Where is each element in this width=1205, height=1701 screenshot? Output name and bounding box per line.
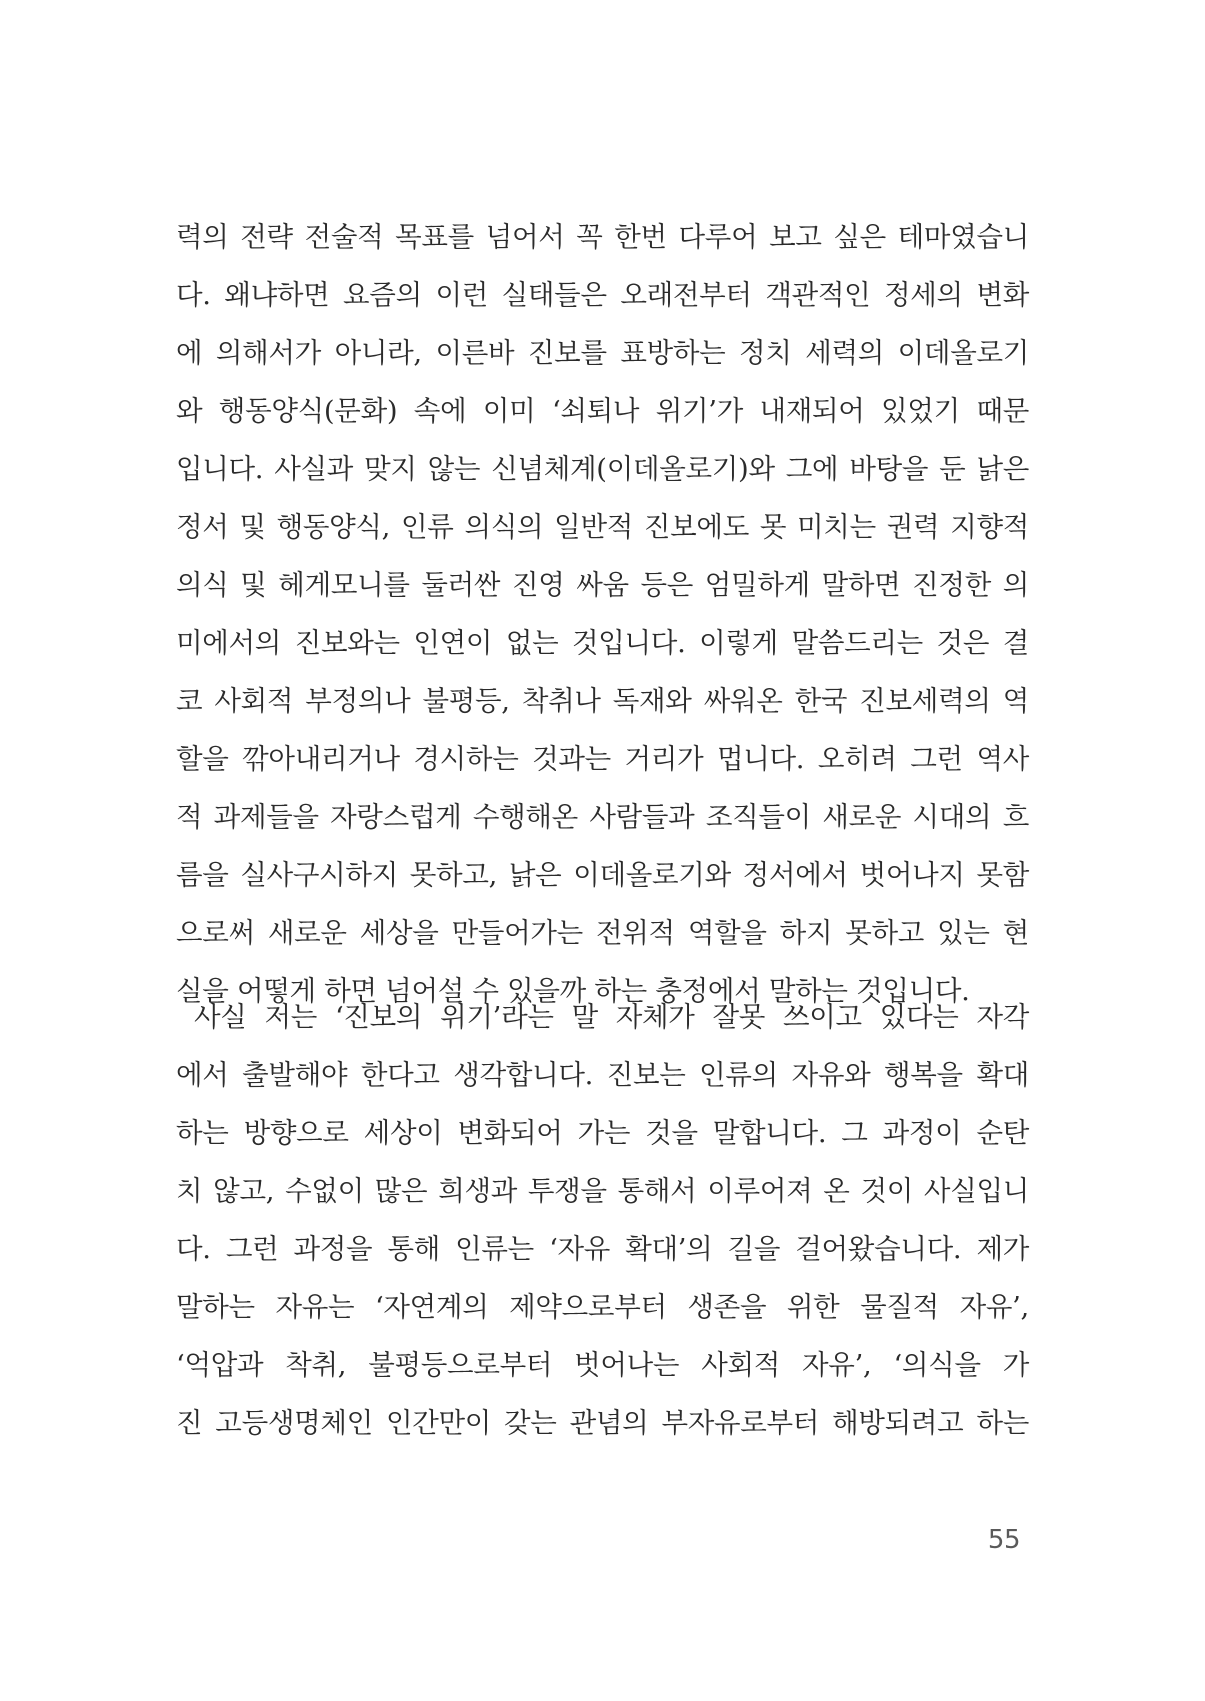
text-line: 에서 출발해야 한다고 생각합니다. 진보는 인류의 자유와 행복을 확대 bbox=[176, 1059, 1029, 1091]
text-line: 름을 실사구시하지 못하고, 낡은 이데올로기와 정서에서 벗어나지 못함 bbox=[176, 859, 1029, 891]
text-line: ‘억압과 착취, 불평등으로부터 벗어나는 사회적 자유’, ‘의식을 가 bbox=[176, 1349, 1029, 1381]
text-line: 입니다. 사실과 맞지 않는 신념체계(이데올로기)와 그에 바탕을 둔 낡은 bbox=[176, 453, 1029, 485]
text-line: 으로써 새로운 세상을 만들어가는 전위적 역할을 하지 못하고 있는 현 bbox=[176, 917, 1029, 949]
paragraph-2 bbox=[176, 988, 1029, 1452]
text-line: 사실 저는 ‘진보의 위기’라는 말 자체가 잘못 쓰이고 있다는 자각 bbox=[194, 1001, 1029, 1033]
text-line: 력의 전략 전술적 목표를 넘어서 꼭 한번 다루어 보고 싶은 테마였습니 bbox=[176, 221, 1029, 253]
text-line: 적 과제들을 자랑스럽게 수행해온 사람들과 조직들이 새로운 시대의 흐 bbox=[176, 801, 1029, 833]
text-line: 의식 및 헤게모니를 둘러싼 진영 싸움 등은 엄밀하게 말하면 진정한 의 bbox=[176, 569, 1029, 601]
text-line: 다. 왜냐하면 요즘의 이런 실태들은 오래전부터 객관적인 정세의 변화 bbox=[176, 279, 1029, 311]
paragraph-1 bbox=[176, 208, 1029, 1020]
text-line: 치 않고, 수없이 많은 희생과 투쟁을 통해서 이루어져 온 것이 사실입니 bbox=[176, 1175, 1029, 1207]
text-line: 할을 깎아내리거나 경시하는 것과는 거리가 멉니다. 오히려 그런 역사 bbox=[176, 743, 1029, 775]
text-line: 코 사회적 부정의나 불평등, 착취나 독재와 싸워온 한국 진보세력의 역 bbox=[176, 685, 1029, 717]
text-line: 다. 그런 과정을 통해 인류는 ‘자유 확대’의 길을 걸어왔습니다. 제가 bbox=[176, 1233, 1029, 1265]
text-line: 에 의해서가 아니라, 이른바 진보를 표방하는 정치 세력의 이데올로기 bbox=[176, 337, 1029, 369]
text-line: 하는 방향으로 세상이 변화되어 가는 것을 말합니다. 그 과정이 순탄 bbox=[176, 1117, 1029, 1149]
text-line: 와 행동양식(문화) 속에 이미 ‘쇠퇴나 위기’가 내재되어 있었기 때문 bbox=[176, 395, 1029, 427]
text-line: 미에서의 진보와는 인연이 없는 것입니다. 이렇게 말씀드리는 것은 결 bbox=[176, 627, 1029, 659]
page-number: 55 bbox=[987, 1525, 1020, 1555]
text-line: 말하는 자유는 ‘자연계의 제약으로부터 생존을 위한 물질적 자유’, bbox=[176, 1291, 1029, 1323]
text-line: 정서 및 행동양식, 인류 의식의 일반적 진보에도 못 미치는 권력 지향적 bbox=[176, 511, 1029, 543]
text-line: 실을 어떻게 하면 넘어설 수 있을까 하는 충정에서 말하는 것입니다. bbox=[176, 975, 970, 1007]
text-line: 진 고등생명체인 인간만이 갖는 관념의 부자유로부터 해방되려고 하는 bbox=[176, 1407, 1029, 1439]
